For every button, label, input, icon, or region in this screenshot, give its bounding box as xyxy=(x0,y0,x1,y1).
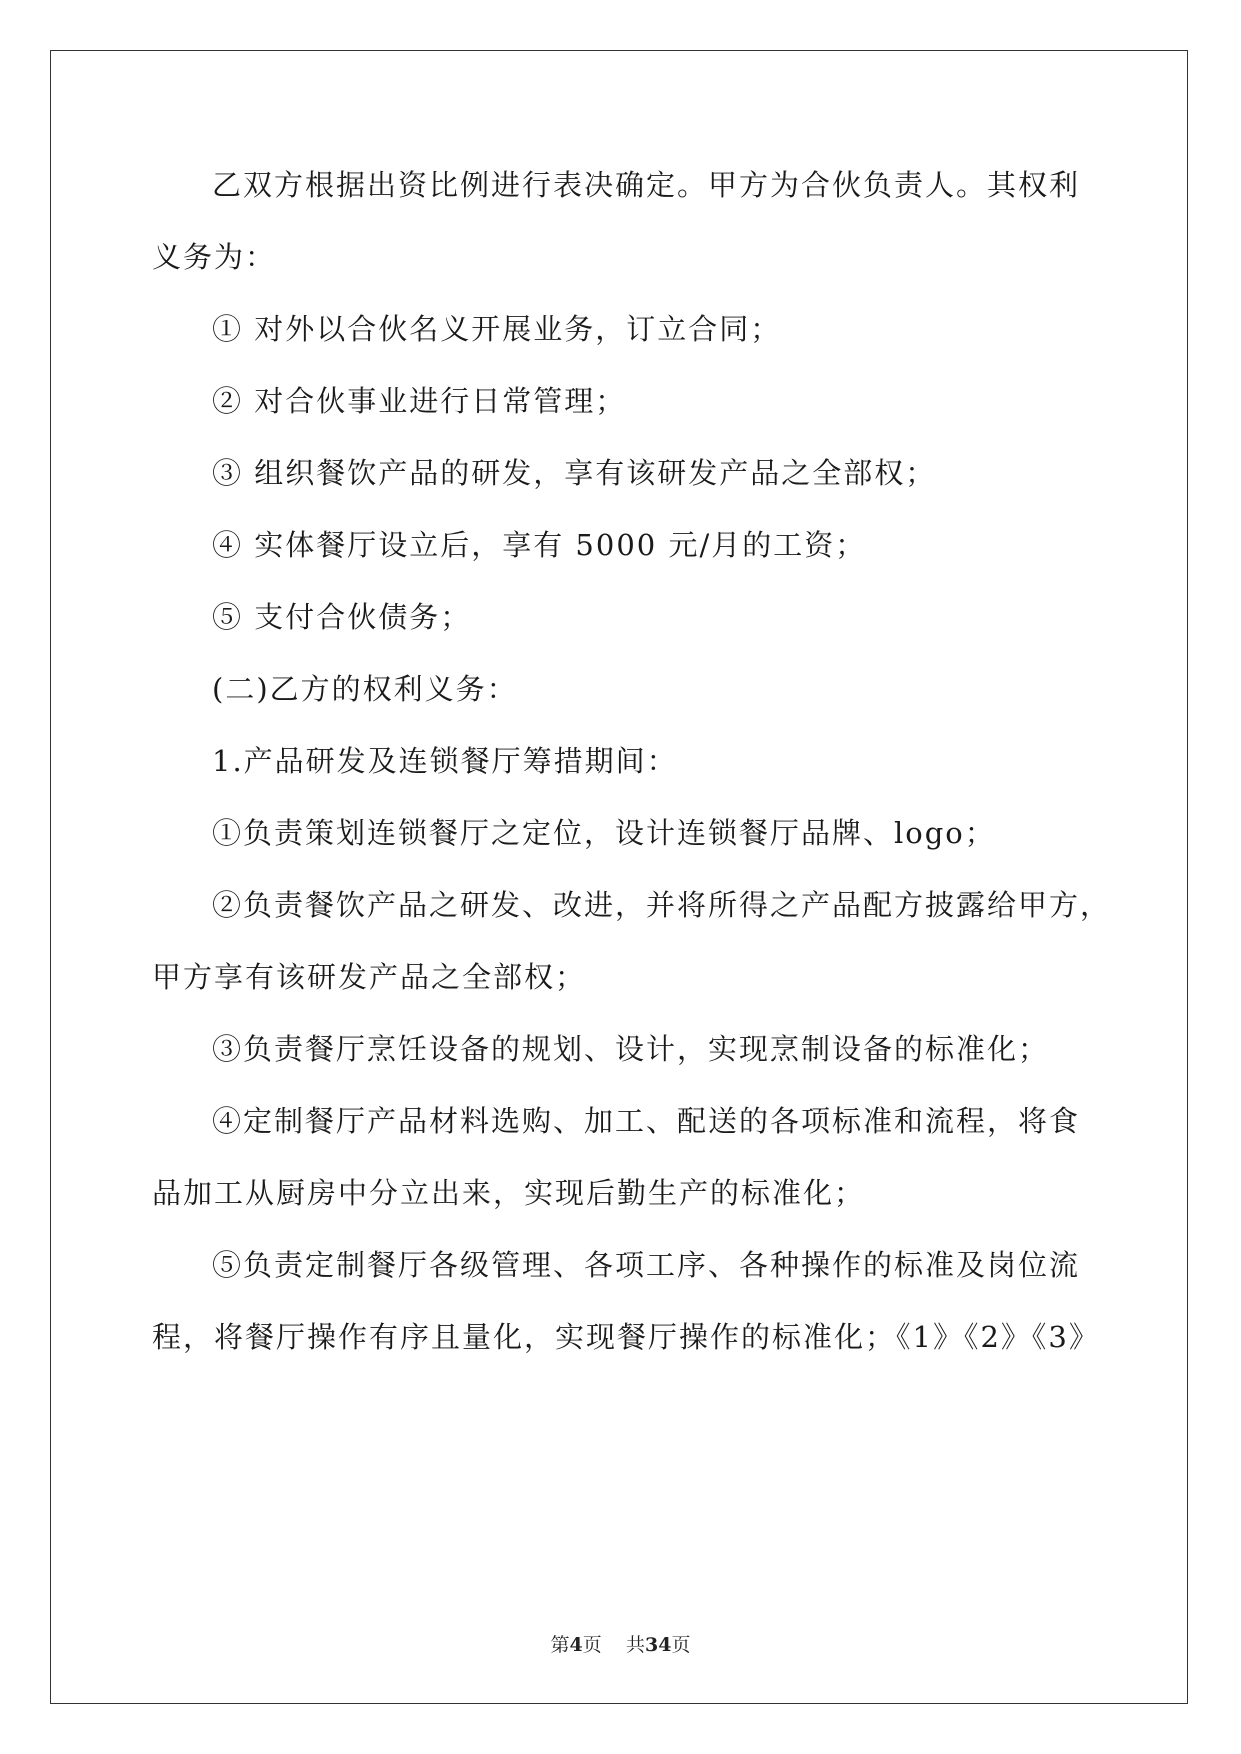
paragraph-line: 程，将餐厅操作有序且量化，实现餐厅操作的标准化；《1》《2》《3》 xyxy=(152,1320,1100,1354)
footer-total-prefix: 共 xyxy=(625,1634,645,1656)
footer-total-unit: 页 xyxy=(671,1634,691,1656)
page-number: 4 xyxy=(569,1634,583,1656)
page-footer xyxy=(0,1630,1241,1657)
list-item: ②负责餐饮产品之研发、改进，并将所得之产品配方披露给甲方， xyxy=(212,888,1112,922)
list-item: ④ 实体餐厅设立后，享有 5000 元/月的工资； xyxy=(212,528,867,562)
list-item: ① 对外以合伙名义开展业务，订立合同； xyxy=(212,312,782,346)
footer-page-unit: 页 xyxy=(582,1634,602,1656)
list-item: ④定制餐厅产品材料选购、加工、配送的各项标准和流程，将食 xyxy=(212,1104,1081,1138)
list-item: ② 对合伙事业进行日常管理； xyxy=(212,384,627,418)
paragraph-line: 甲方享有该研发产品之全部权； xyxy=(152,960,587,994)
list-item: ⑤ 支付合伙债务； xyxy=(212,600,472,634)
subsection-heading: 1.产品研发及连锁餐厅筹措期间： xyxy=(212,744,678,778)
paragraph-line: 义务为： xyxy=(152,240,277,274)
paragraph-line: 品加工从厨房中分立出来，实现后勤生产的标准化； xyxy=(152,1176,866,1210)
section-heading: (二)乙方的权利义务： xyxy=(212,672,518,706)
paragraph-line: 乙双方根据出资比例进行表决确定。甲方为合伙负责人。其权利 xyxy=(212,168,1081,202)
page-border xyxy=(50,50,1188,1704)
list-item: ⑤负责定制餐厅各级管理、各项工序、各种操作的标准及岗位流 xyxy=(212,1248,1081,1282)
list-item: ③ 组织餐饮产品的研发，享有该研发产品之全部权； xyxy=(212,456,937,490)
list-item: ①负责策划连锁餐厅之定位，设计连锁餐厅品牌、logo； xyxy=(212,816,996,850)
footer-prefix: 第 xyxy=(550,1634,570,1656)
list-item: ③负责餐厅烹饪设备的规划、设计，实现烹制设备的标准化； xyxy=(212,1032,1050,1066)
total-pages: 34 xyxy=(644,1634,672,1656)
